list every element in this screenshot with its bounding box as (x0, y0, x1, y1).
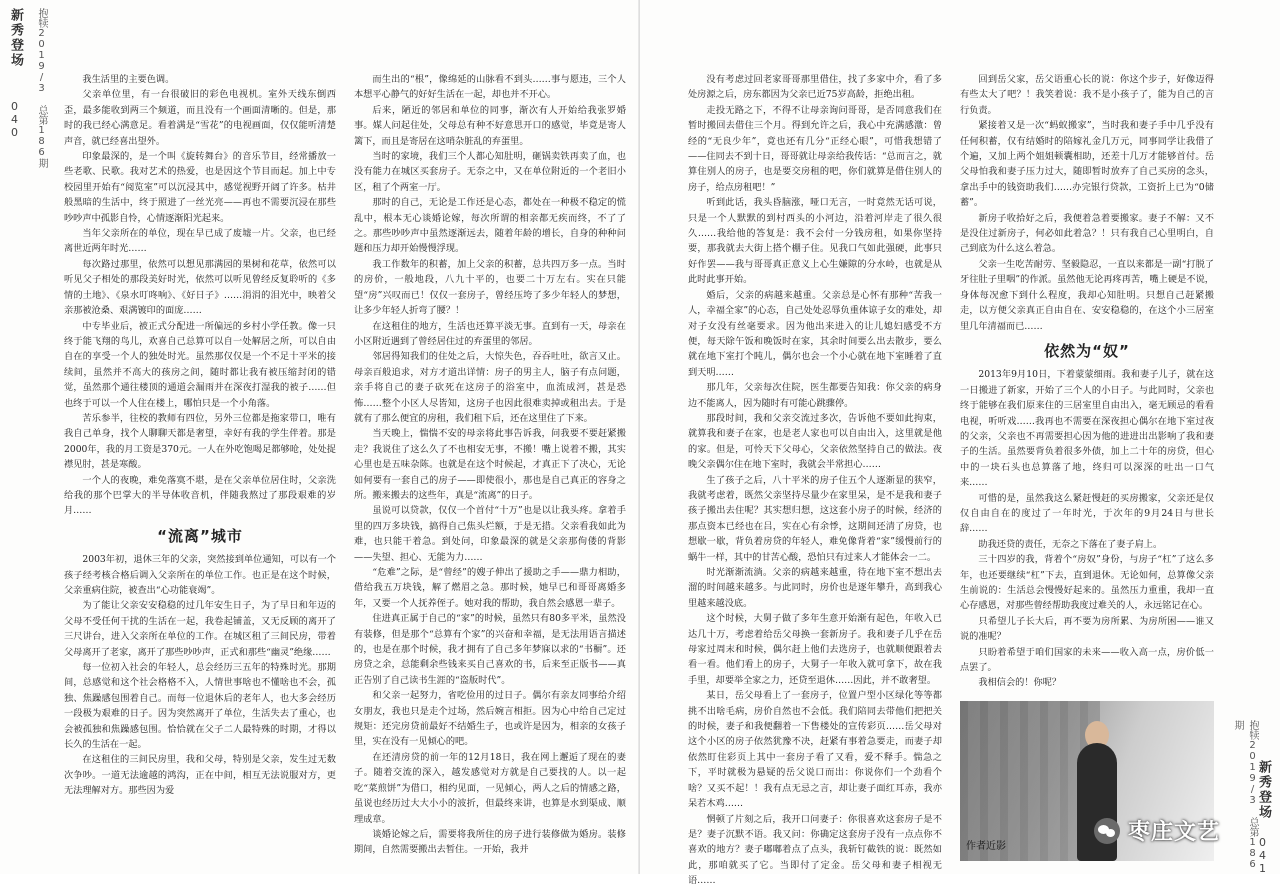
paragraph: 某日，岳父母看上了一套房子，位置户型小区绿化等等都挑不出啥毛病，房价自然也不会低。我们陪同去带他们把把关的时候，妻子和我便翻着一下售楼处的宣传彩页……岳父母对这个小区的房子依然犹豫不决，赶紧有事着急要走，而妻子却依然盯住彩页上其中一套房子看了又看，爱不释手。惴急之下，平时就极为悬疑的岳父说口而出：你说你们一个劲看个啥？又买不起！！我有点无忌之言，却让妻子面红耳赤，我亦呆若木鸡…… (688, 690, 942, 810)
right-col2-text (960, 72, 1214, 334)
paragraph: 回到岳父家，岳父语重心长的说：你这个步子，好像迈得有些太大了吧？！我笑着说：我不是小孩子了，能为自己的言行负责。 (960, 74, 1214, 116)
paragraph: 住进真正属于自己的“家”的时候，虽然只有80多平米，虽然没有装修，但是那个“总算有个家”的兴奋和幸福，是无法用语言描述的，也是在那个时候，我才拥有了自己多年梦寐以求的“书橱”。还房贷之余，总能剩余些钱来买自己喜欢的书，后来至正版书——真正告别了自己读书生涯的“盗版时代”。 (354, 613, 626, 686)
paragraph: 新房子收拾好之后，我便着急着要搬家。妻子不解：又不是没住过新房子，何必如此着急？！只有我自己心里明白，自己到底为什么这么着急。 (960, 212, 1214, 255)
left-col1b-text (64, 552, 336, 799)
left-col2b-text (354, 565, 626, 858)
paragraph: 虽说可以贷款，仅仅一个首付“十万”也是以让我头疼。拿着手里的四万多块钱，搞得自己焦头烂额，于是无措。父亲看我如此为难，也只能干着急。到处问，印象最深的就是父亲那佝偻的背影——失望、担心、无能为力…… (354, 505, 626, 563)
paragraph: 每次路过那里，依然可以想见那满园的果树和花草，依然可以听见父子相处的那段美好时光，依然可以听见曾经反复聆听的《多情的土地》、《泉水叮咚响》、《好日子》……涓涓的泪光中，映着父亲那被沧桑、艰满镀印的面庞…… (64, 258, 336, 317)
left-issue-meta: 抱犊2019/3 总第186期 (36, 8, 47, 168)
paragraph: 助我还贷的责任，无奈之下落在了妻子肩上。 (978, 538, 1163, 550)
photo-caption: 作者近影 (966, 841, 1006, 853)
paragraph: 紧接着又是一次“蚂蚁搬家”，当时我和妻子手中几乎没有任何积蓄，仅有结婚时的陪嫁礼金几万元，同事同学让我借了个遍，又加上两个姐姐顿囊相助，还差十几万才能够首付。岳父母怕我和妻子压力过大，随即暂时放弃了自己买房的念头，拿出手中的钱资助我们……办完银行贷款，工资折上已为“0储蓄”。 (960, 120, 1214, 209)
paragraph: 父亲一生吃苦耐劳、坚毅隐忍，一直以来都是一副“打脱了牙往肚子里咽”的作派。虽然他无论再疼再苦，嘴上硬是不说，身体每况愈下到什么程度，我却心知肚明。只想自己赶紧搬走，以方便父亲真正自由自在、安安稳稳的，在这个小三居室里几年清福而已…… (960, 258, 1214, 332)
watermark (1094, 815, 1220, 846)
paragraph: 和父亲一起努力，省吃俭用的过日子。偶尔有亲友同事给介绍女朋友，我也只是走个过场，然后婉言相拒。因为心中给自己定过规矩：还完房贷前最好不结婚生子，也或许是因为，相亲的女孩子里，实在没有一见倾心的吧。 (354, 690, 626, 748)
paragraph: “危难”之际，是“曾经”的嫂子伸出了援助之手——鼎力相助，借给我五万块钱，解了燃眉之急。那时候，她早已和哥哥离婚多年，又要一个人抚养侄子。她对我的帮助，我自然会感恩一辈子。 (354, 567, 626, 609)
paragraph: 印象最深的，是一个叫《旋转舞台》的音乐节目，经常播放一些老歌、民歌。我对艺术的热爱，也是因这个节目而起。加上中专校园里开始有“阅览室”可以沉浸其中，感觉视野开阔了许多。枯井般黑暗的生活中，终于照进了一丝光亮——再也不需要沉浸在那些吵吵声中孤影自怜，心情逐渐阳光起来。 (64, 151, 336, 224)
wechat-icon (1094, 818, 1120, 844)
paragraph: 我工作数年的积蓄，加上父亲的积蓄，总共四万多一点。当时的房价，一般地段，八九十平的，也要二十万左右。实在只能望“房”兴叹而已！仅仅一套房子，曾经压垮了多少年轻人的梦想，让多少年轻人折弯了腰？！ (354, 258, 626, 317)
paragraph: 时光渐渐流淌。父亲的病越来越重，待在地下室不想出去溜的时间越来越多。与此同时，房价也是逐年攀升，高到我心里越来越没底。 (688, 567, 942, 609)
right-issue-meta: 抱犊2019/3 总第186期 (1232, 720, 1258, 870)
paragraph: 当时的家境，我们三个人都心知肚明，砸锅卖铁再卖了血，也没有能力在城区买套房子。无奈之中，又在单位附近的一个老旧小区，租了个两室一厅。 (354, 151, 626, 193)
left-col2-text (354, 72, 626, 565)
paragraph: 我生活里的主要色调。 (82, 74, 175, 85)
right-page (640, 0, 1280, 887)
watermark-text: 枣庄文艺 (1127, 820, 1220, 845)
left-col1-text (64, 72, 336, 519)
heading-still-slave: 依然为“奴” (1044, 341, 1130, 360)
paragraph: 2003年初，退休三年的父亲，突然接到单位通知，可以有一个孩子经考核合格后调入父亲所在的单位工作。也正是在这个时候，父亲重病住院，被查出“心功能衰竭”。 (64, 554, 336, 596)
heading-liuli-city: “流离”城市 (157, 526, 243, 545)
paragraph: 生了孩子之后，八十平米的房子住五个人逐渐显的狭窄，我就考虑着，既然父亲坚持尽量少在家里呆，是不是我和妻子孩子搬出去住呢？其实想归想，这这套小房子的时候，经济的那点资本已经也在吕，实在心有余悸，这期间还清了房贷，也想歇一歇，背负着房贷的年轻人，难免像背着“家”缓慢前行的蜗牛一样，其中的甘苦心酸，恐怕只有过来人才能体会一二。 (688, 474, 942, 563)
paragraph: 三十四岁的我，背着个“房奴”身份，与房子“杠”了这么多年，也还要继续“杠”下去，直到退休。无论如何，总算像父亲生前说的：生活总会慢慢好起来的。虽然压力重重，我却一直心存感恩，对那些曾经帮助我度过难关的人，永远铭记在心。 (960, 554, 1214, 612)
paragraph: 为了能让父亲安安稳稳的过几年安生日子，为了早日和年迈的父母不受任何干扰的生活在一起，我卷起铺盖，又无反顾的离开了三尺讲台，进入父亲所在单位的工作。在城区租了三间民房，带着父母离开了老家，离开了那些吵吵声，正式和那些“幽灵”绝缘…… (64, 600, 336, 658)
paragraph: 没有考虑过回老家哥哥那里借住，找了多家中介，看了多处房源之后，房东都因为父亲已近75岁高龄，拒绝出租。 (688, 74, 942, 101)
paragraph: 当年父亲所在的单位，现在早已成了废墟一片。父亲，也已经离世近两年时光…… (64, 228, 336, 255)
paragraph: 父亲单位里，有一台很破旧的彩色电视机。室外天线东倒西歪，最多能收到两三个频道，而且没有一个画面清晰的。但是，那时的我已经心满意足。看着满是“雪花”的电视画面，仅仅能听清楚声音，就已经喜出望外。 (64, 89, 336, 147)
paragraph: 只希望儿子长大后，再不要为房所累、为房所困——谁又说的准呢？ (960, 615, 1214, 643)
paragraph: 在这租住的三间民房里，我和父母，特别是父亲，发生过无数次争吵。一道无法逾越的鸿沟，正在中间，相互无法说服对方，更无法理解对方。那些因为爱 (64, 754, 336, 797)
paragraph: 惘顿了片刻之后，我开口问妻子：你很喜欢这套房子是不是？妻子沉默不语。我又问：你确定这套房子没有一点点你不喜欢的地方？妻子嘟嘟着点了点头，我斩钉截铁的说：既然如此，那咱就买了它。当即付了定金。岳父母和妻子相视无语…… (688, 813, 942, 887)
left-page (0, 0, 640, 874)
paragraph: 听到此话，我头昏脑涨，哑口无言，一时竟然无话可说，只是一个人默默的到村西头的小河边，沿着河岸走了很久很久……我给他的答复是：我不会付一分钱房租，如果你坚持要，那我就去大街上搭个棚子住。见我口气如此强硬，此事只好作罢——我与哥哥真正意义上心生嫌隙的分水岭，也就是从此时此事开始。 (688, 197, 942, 286)
paragraph: 那几年，父亲每次住院，医生都要告知我：你父亲的病身边不能离人，因为随时有可能心跳骤停。 (688, 382, 942, 409)
left-columns (64, 72, 626, 856)
right-col2b-text (960, 367, 1214, 691)
paragraph: 走投无路之下，不得不让母亲询问哥哥，是否同意我们在暂时搬回去借住三个月。得到允许之后，我心中充满感激：曾经的“无良少年”，竟也还有几分“正经心眼”，可惜我想错了——住同去不到十日，哥哥就让母亲给我传话：“总而言之，就算住别人的房子，也是要交房租的吧，你们就算是借住别人的房子，给点房租吧！” (688, 104, 942, 193)
paragraph: 每一位初入社会的年轻人，总会经历三五年的特殊时光。那期间，总感觉和这个社会格格不入，人情世事啥也不懂啥也不会，孤独、焦躁感包围着自己。而每一位退休后的老年人，也大多会经历一段极为艰难的日子。因为突然离开了单位，生活失去了重心，也会被孤独和焦躁感包围。恰恰就在父子二人最特殊的时期，才得以长久的生活在一起。 (64, 662, 336, 751)
paragraph: 当天晚上，惴惴不安的母亲将此事告诉我，问我要不要赶紧搬走？我说住了这么久了不也相安无事，不搬！嘴上说着不搬，其实心里也是五味杂陈。也就是在这个时候起，才真正下了决心，无论如何要有一套自己的房子——即使很小，那也是自己真正的容身之所。搬来搬去的这些年，真是“流离”的日子。 (354, 428, 626, 501)
paragraph: 那段时间，我和父亲交流过多次，告诉他不要如此拘束，就算我和妻子在家，也是老人家也可以自由出入，这里就是他的家。但是，可怜天下父母心，父亲依然坚持自己的做法。夜晚父亲偶尔住在地下室时，我就会半常担心…… (688, 412, 942, 471)
right-section-label: 新秀登场 (1256, 760, 1271, 820)
paragraph: 而生出的“根”，像绵延的山脉看不到头……事与愿违，三个人本想平心静气的好好生活在一起，却也并不开心。 (354, 74, 626, 101)
right-column-1 (688, 72, 942, 887)
paragraph: 在还清房贷的前一年的12月18日，我在网上邂逅了现在的妻子。随着交流的深入，越发感觉对方就是自己要找的人。以一起吃“菜煎饼”为借口，相约见面，一见倾心，两人之后的情感之路，虽说也经历过大大小小的波折，但最终来讲，也算是水到渠成、顺理成章。 (354, 751, 626, 825)
left-column-2 (354, 72, 626, 856)
paragraph: 婚后，父亲的病越来越重。父亲总是心怀有那种“苦我一人，幸福全家”的心态，自己处处忍辱负重体谅子女的难处，却对子女没有丝毫要求。因为他出来进入的让儿媳妇感受不方便，每天除午饭和晚饭时在家，其余时间要么出去散步，要么就在地下室打个盹儿，偶尔也会一个小心就在地下室睡着了直到天明…… (688, 289, 942, 378)
paragraph: 那时的自己，无论是工作还是心态，都处在一种极不稳定的慌乱中，根本无心谈婚论嫁，每次所谓的相亲都无疾而终，不了了之。那些吵吵声中虽然逐渐远去，随着年龄的增长，自身的种种问题和压力却开始慢慢浮现。 (354, 197, 626, 255)
paragraph: 中专毕业后，被正式分配进一所偏远的乡村小学任教。像一只终于能飞翔的鸟儿，欢喜自己总算可以自一处解居之所，可以自由自在的享受一个人的独处时光。虽然那仅仅是一个不足十平米的接续间，虽然并不高大的孩房之间，随时都让我有被压缩封闭的错觉，虽然那个通往楼顶的通道会漏雨并在深夜打湿我的被子……但也终于可以一个人住在楼上，哪怕只是一个小角落。 (64, 320, 336, 409)
paragraph: 这个时候，大舅子做了多年生意开始渐有起色，年收入已达几十万，考虑着给岳父母换一套新房子。我和妻子几乎在岳母家过周末和时候，偶尔赶上他们去选房子，也就顺便跟着去看一看。他们看上的房子，大舅子一年收入就可拿下，故在我手里，却要举全家之力，还贷至退休……因此，并不敢奢望。 (688, 613, 942, 686)
right-col1-text (688, 72, 942, 889)
paragraph: 我相信会的！你呢？ (978, 677, 1062, 689)
left-margin-strip (0, 0, 56, 874)
left-section-label: 新秀登场 (8, 8, 23, 68)
right-page-number: 041 (1256, 836, 1269, 875)
paragraph: 只盼着希望于咱们国家的未来——收入高一点，房价低一点罢了。 (960, 646, 1214, 674)
paragraph: 谈婚论嫁之后，需要将我所住的房子进行装修做为婚房。装修期间，自然需要搬出去暂住。一开始，我并 (354, 828, 626, 856)
right-margin-strip (1224, 0, 1280, 874)
paragraph: 苦乐参半，往校的教师有四位，另外三位都是拖家带口，唯有我自己单身，找个人聊聊天都是奢望，幸好有我的学生伴着。那是2000年，我的月工资是370元。一人在外吃饱喝足都够呛，处处捉襟见肘，甚是寒酸。 (64, 412, 336, 471)
paragraph: 在这租住的地方，生活也还算平淡无事。直到有一天，母亲在小区附近遇到了曾经居住过的弃蛋里的邻居。 (354, 320, 626, 347)
left-page-number: 040 (8, 100, 21, 139)
paragraph: 一个人的夜晚，难免落寞不堪，是在父亲单位居住时，父亲洗给我的那个巴掌大的半导体收音机，伴随我熬过了那段艰难的岁月…… (64, 474, 336, 517)
paragraph: 2013年9月10日，下着蒙蒙细雨。我和妻子儿子，就在这一日搬进了新家，开始了三个人的小日子。与此同时，父亲也终于能够在我们原来住的三居室里自由出入，毫无顾忌的看看电视，听听戏……我再也不需要在深夜担心偶尔在地下室过夜的父亲，父亲也不再需要担心因为他的进进出出影响了我和妻子的生活。虽然要背负着很多外债，加上二十年的房贷，但心中的一块石头也总算落了地，终归可以深深的吐出一口气来…… (960, 369, 1214, 489)
paragraph: 邻居得知我们的住处之后，大惊失色，吞吞吐吐，欲言又止。母亲百般追求，对方才道出详情：房子的男主人，脑子有点问题，亲手将自己的妻子砍死在这房子的浴室中，血流成河，甚是恐怖……整个小区人尽皆知，这房子也因此很难卖掉或租出去。于是就有了那么便宜的房租，我们租下后，还在这里住了下来。 (354, 351, 626, 424)
left-column-1 (64, 72, 336, 832)
paragraph: 后来，陋近的邻居和单位的同事，渐次有人开始给我张罗婚事。媒人问起住处，父母总有种不好意思开口的感觉，毕竟是寄人篱下，而且是寄居在这哨杂脏乱的弃蛋里。 (354, 104, 626, 147)
paragraph: 可惜的是，虽然我这么紧赶慢赶的买房搬家，父亲还是仅仅自由自在的度过了一年时光，于次年的9月24日与世长辞…… (960, 492, 1214, 535)
